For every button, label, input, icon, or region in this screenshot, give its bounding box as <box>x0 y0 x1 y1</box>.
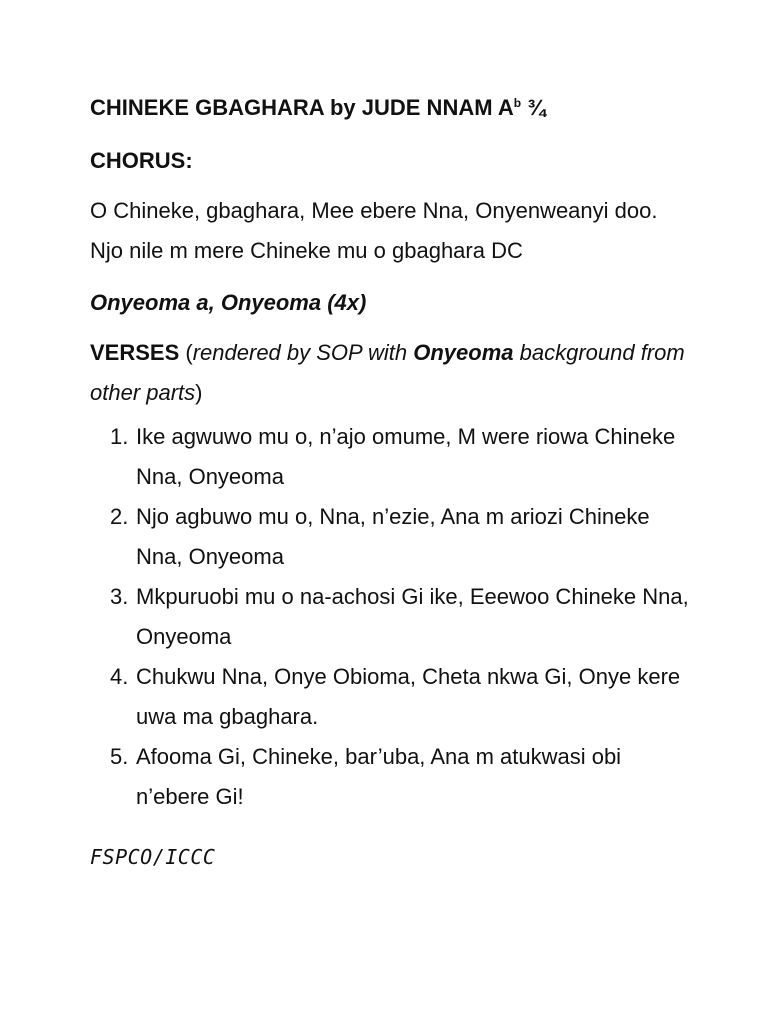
verse-text: Mkpuruobi mu o na-achosi Gi ike, Eeewoo Chineke Nna, Onyeoma <box>136 584 689 649</box>
footer-credit: FSPCO/ICCC <box>90 845 216 869</box>
verses-heading-note-part2: background from other parts <box>90 340 685 405</box>
verse-number: 3. <box>110 584 129 609</box>
verse-text: Njo agbuwo mu o, Nna, n’ezie, Ana m ariozi Chineke Nna, Onyeoma <box>136 504 650 569</box>
verses-list <box>90 417 690 817</box>
verse-item <box>90 657 690 737</box>
verses-heading-close-paren: ) <box>195 380 203 405</box>
verse-item <box>90 737 690 817</box>
verse-item <box>90 497 690 577</box>
verse-number: 2. <box>110 504 129 529</box>
verses-heading-label: VERSES <box>90 340 180 365</box>
verses-heading-note-emphasis: Onyeoma <box>413 340 514 365</box>
time-signature: ¾ <box>527 95 546 120</box>
song-title-text: CHINEKE GBAGHARA by JUDE NNAM A <box>90 95 514 120</box>
verse-number: 1. <box>110 424 129 449</box>
verses-heading-note-part1: rendered by SOP with <box>192 340 414 365</box>
verse-item <box>90 577 690 657</box>
song-title <box>90 88 690 131</box>
verse-text: Chukwu Nna, Onye Obioma, Cheta nkwa Gi, Onye kere uwa ma gbaghara. <box>136 664 681 729</box>
song-sheet <box>90 88 690 897</box>
chorus-lyrics: O Chineke, gbaghara, Mee ebere Nna, Onyenweanyi doo. Njo nile m mere Chineke mu o gbaghara DC <box>90 198 658 263</box>
key-flat-superscript: b <box>513 96 522 110</box>
verse-text: Afooma Gi, Chineke, bar’uba, Ana m atukwasi obi n’ebere Gi! <box>136 744 622 809</box>
verse-item <box>90 417 690 497</box>
verse-number: 4. <box>110 664 129 689</box>
chorus-heading: CHORUS: <box>90 148 193 173</box>
chorus-refrain: Onyeoma a, Onyeoma (4x) <box>90 290 367 315</box>
verse-number: 5. <box>110 744 129 769</box>
verse-text: Ike agwuwo mu o, n’ajo omume, M were riowa Chineke Nna, Onyeoma <box>136 424 676 489</box>
verses-heading-open-paren: ( <box>179 340 193 365</box>
verses-heading <box>90 333 690 413</box>
